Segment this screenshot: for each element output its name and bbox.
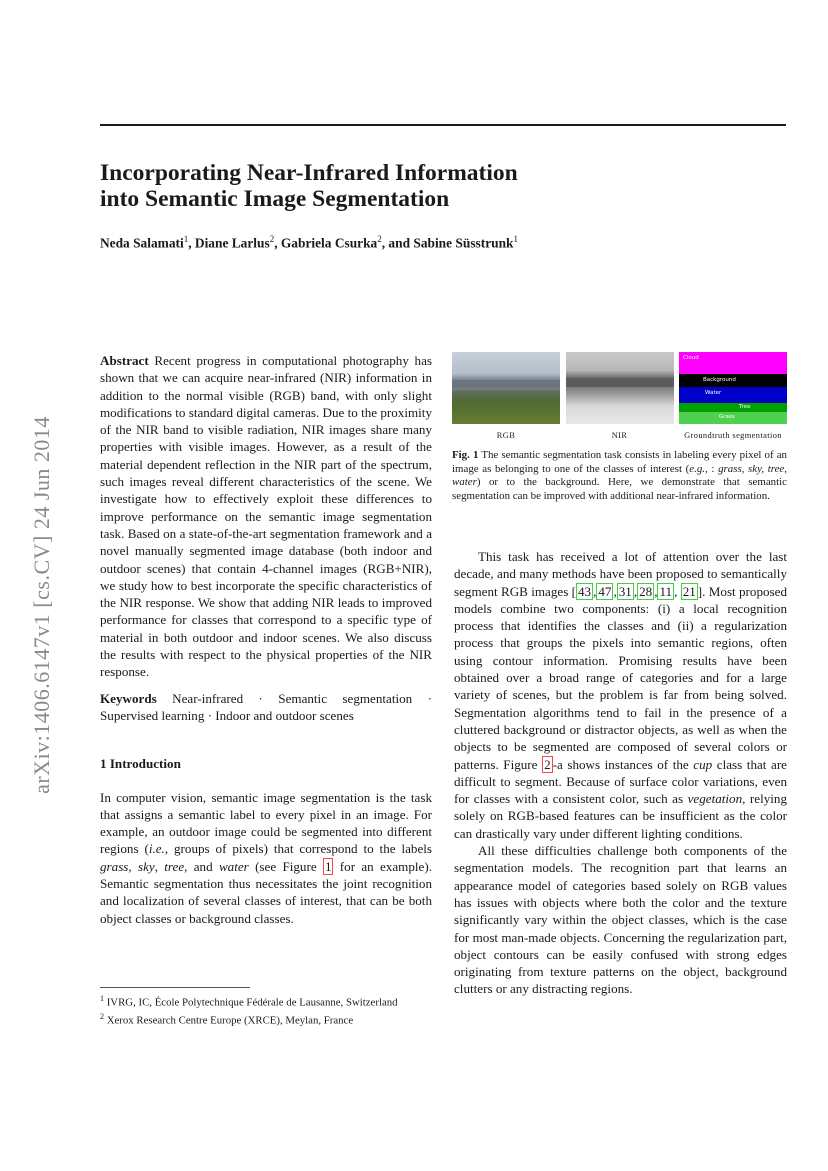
- author-name: Gabriela Csurka: [280, 235, 378, 251]
- rgb-image: [452, 352, 560, 424]
- text-run: ) or to the background. Here, we demonstrate that semantic segmentation can be improved with additional near-infrared information.: [452, 476, 787, 502]
- citation-link[interactable]: 21: [682, 583, 696, 599]
- figure-1: [452, 352, 787, 503]
- nir-image: [566, 352, 674, 424]
- arxiv-stamp: [22, 370, 62, 840]
- text-run-italic: grass, sky, tree, water: [452, 462, 787, 489]
- footnote-rule: [100, 987, 250, 988]
- text-run-italic: vegetation: [687, 791, 743, 807]
- text-run: , relying solely on RGB-based features can be insufficient as the color can drastically vary under different lighting conditions.: [454, 791, 787, 841]
- figure-link[interactable]: 1: [324, 858, 332, 874]
- section-heading-introduction: 1 Introduction: [100, 756, 181, 772]
- figure-caption: [452, 449, 787, 503]
- footnote: [100, 992, 432, 1010]
- author-separator: ,: [188, 235, 195, 251]
- figure-link[interactable]: 2: [544, 756, 551, 772]
- author-affiliation: 2: [269, 234, 275, 244]
- keywords-label: Keywords: [100, 690, 157, 706]
- text-run: ,: [128, 858, 138, 874]
- keywords: [100, 690, 432, 725]
- text-run: The semantic segmentation task consists in labeling every pixel of an image as belonging to one of the classes of interest (: [452, 449, 788, 475]
- gt-label-tree: Tree: [739, 404, 751, 410]
- citation-link[interactable]: 28: [639, 583, 653, 599]
- footnote-mark: 1: [100, 994, 104, 1003]
- left-column: [100, 352, 432, 927]
- author-affiliation: 1: [513, 234, 518, 244]
- footnote: [100, 1010, 432, 1028]
- intro-paragraph: [100, 789, 432, 927]
- citation-link[interactable]: 11: [659, 583, 673, 599]
- author-affiliation: 1: [183, 234, 189, 244]
- right-column: [454, 548, 787, 998]
- gt-label-background: Background: [703, 377, 736, 383]
- gt-label-grass: Grass: [719, 414, 735, 420]
- author-name: Diane Larlus: [194, 235, 270, 251]
- text-run: (see Figure: [248, 858, 323, 874]
- body-paragraph: This task has received a lot of attention over the last decade, and many methods have been proposed to semantically segment RGB images [ 43 , 47 , 31 , 28 , 11 , 21 ]. Most proposed models combine two components: (i) a local recognition process that identifies the classes and (ii) a regularization process that groups the pixels into semantic regions, often using contour information. Promising results have been obtained over a broad range of categories and for a large variety of scenes, but the problem is far from being solved. Segmentation algorithms tend to fail in the presence of a cluttered background or distractor objects, as well as when the objects to be segmented are composed of several colors or patterns. Figure 2 -a shows instances of the cup class that are difficult to segment. Because of surface color variations, even for classes with a consistent color, such as vegetation, relying solely on RGB-based features can be insufficient as the color can drastically vary under different lighting conditions.: [454, 549, 787, 841]
- footnote-text: IVRG, IC, École Polytechnique Fédérale de Lausanne, Switzerland: [106, 996, 398, 1009]
- label-nir: NIR: [611, 431, 628, 440]
- author-affiliation: 2: [377, 234, 382, 244]
- author-separator: , and: [381, 235, 414, 251]
- top-rule: [100, 124, 786, 126]
- gt-label-water: Water: [705, 390, 722, 396]
- text-run: This task has received a lot of attention over the last decade, and many methods have been proposed to semantically segment RGB images: [454, 549, 787, 599]
- citation-link[interactable]: 43: [577, 583, 592, 599]
- text-run: . Most proposed models combine two components: (i) a local recognition process that identifies the classes and (ii) a regularization process that groups the pixels into semantic regions, often using contour information. Promising results have been obtained over a broad range of categories and for a large variety of scenes, but the problem is far from being solved. Segmentation algorithms tend to fail in the presence of a cluttered background or distractor objects, as well as when the objects to be segmented are composed of several colors or patterns. Figure: [454, 583, 787, 772]
- figure-images: [452, 352, 787, 424]
- text-run-italic: cup: [693, 756, 713, 772]
- gt-region-tree: [679, 403, 787, 412]
- paper-title: [100, 160, 740, 212]
- gt-label-sky: Cloud: [683, 355, 699, 361]
- label-rgb: RGB: [496, 431, 516, 440]
- text-run-italic: i.e.: [148, 841, 165, 857]
- footnotes: [100, 987, 432, 1028]
- arxiv-stamp-text: arXiv:1406.6147v1 [cs.CV] 24 Jun 2014: [29, 416, 54, 794]
- title-line-1: Incorporating Near-Infrared Information: [100, 160, 518, 186]
- author-separator: ,: [274, 235, 281, 251]
- text-run: , and: [184, 858, 219, 874]
- body-paragraph: All these difficulties challenge both components of the segmentation models. The recognition part that learns an appearance model of categories based solely on RGB values has issues with objects where both the color and the texture significantly vary within the object classes, which is the case for most man-made objects. Concerning the regularization part, object contours can be easily confused with strong edges originating from texture patterns on the object, background clutters or any distracting regions.: [454, 843, 787, 997]
- text-run-italic: e.g.,: [689, 462, 708, 475]
- abstract: [100, 352, 432, 681]
- author-name: Sabine Süsstrunk: [413, 235, 514, 251]
- footnote-text: Xerox Research Centre Europe (XRCE), Meylan, France: [106, 1014, 354, 1027]
- title-line-2: into Semantic Image Segmentation: [100, 186, 450, 212]
- citation-link[interactable]: 31: [618, 583, 632, 599]
- text-run: :: [707, 462, 719, 475]
- author-list: [100, 234, 518, 251]
- text-run: In computer vision, semantic image segmentation is the task that assigns a semantic label to every pixel in an image. For example, an outdoor image could be segmented into different regions (: [100, 789, 432, 857]
- label-water: water: [218, 858, 249, 874]
- caption-label: Fig. 1: [452, 449, 479, 461]
- label-grass: grass: [100, 858, 129, 874]
- abstract-text: Recent progress in computational photography has shown that we can acquire near-infrared (NIR) information in addition to the normal visible (RGB) band, with only slight modifications to standard digital cameras. Due to the proximity of the NIR band to visible radiation, NIR images share many properties with visible images. However, as a result of the material dependent reflection in the NIR part of the spectrum, such images reveal different characteristics of the scene. We investigate how to effectively exploit these differences to improve performance on the semantic image segmentation task. Based on a state-of-the-art segmentation framework and a novel manually segmented image database (both indoor and outdoor scenes) that contain 4-channel images (RGB+NIR), we study how to best incorporate the specific characteristics of the NIR response. We show that adding NIR leads to improved performance for classes that correspond to a specific type of material in both outdoor and indoor scenes. We also discuss the results with respect to the physical properties of the NIR response.: [100, 353, 432, 680]
- text-run: ,: [154, 858, 165, 874]
- gt-region-water: [679, 387, 787, 403]
- abstract-label: Abstract: [100, 353, 149, 368]
- author-name: Neda Salamati: [100, 235, 184, 251]
- keywords-text: Near-infrared · Semantic segmentation · Supervised learning · Indoor and outdoor scenes: [100, 690, 432, 723]
- footnote-mark: 2: [100, 1012, 104, 1022]
- label-sky: sky: [137, 858, 155, 874]
- text-run: , groups of pixels) that correspond to the labels: [164, 841, 432, 857]
- citation-link[interactable]: 47: [598, 583, 612, 599]
- text-run: class that are difficult to segment. Because of surface color variations, even for classes with a consistent color, such as: [454, 756, 787, 807]
- text-run: for an example). Semantic segmentation thus necessitates the joint recognition and localization of several classes of interest, that can be both object classes or background classes.: [100, 858, 432, 926]
- figure-image-labels: [452, 431, 787, 440]
- label-groundtruth: Groundtruth segmentation: [684, 431, 782, 440]
- label-tree: tree: [164, 858, 185, 874]
- groundtruth-image: [679, 352, 787, 424]
- text-run: -a shows instances of the: [552, 756, 694, 772]
